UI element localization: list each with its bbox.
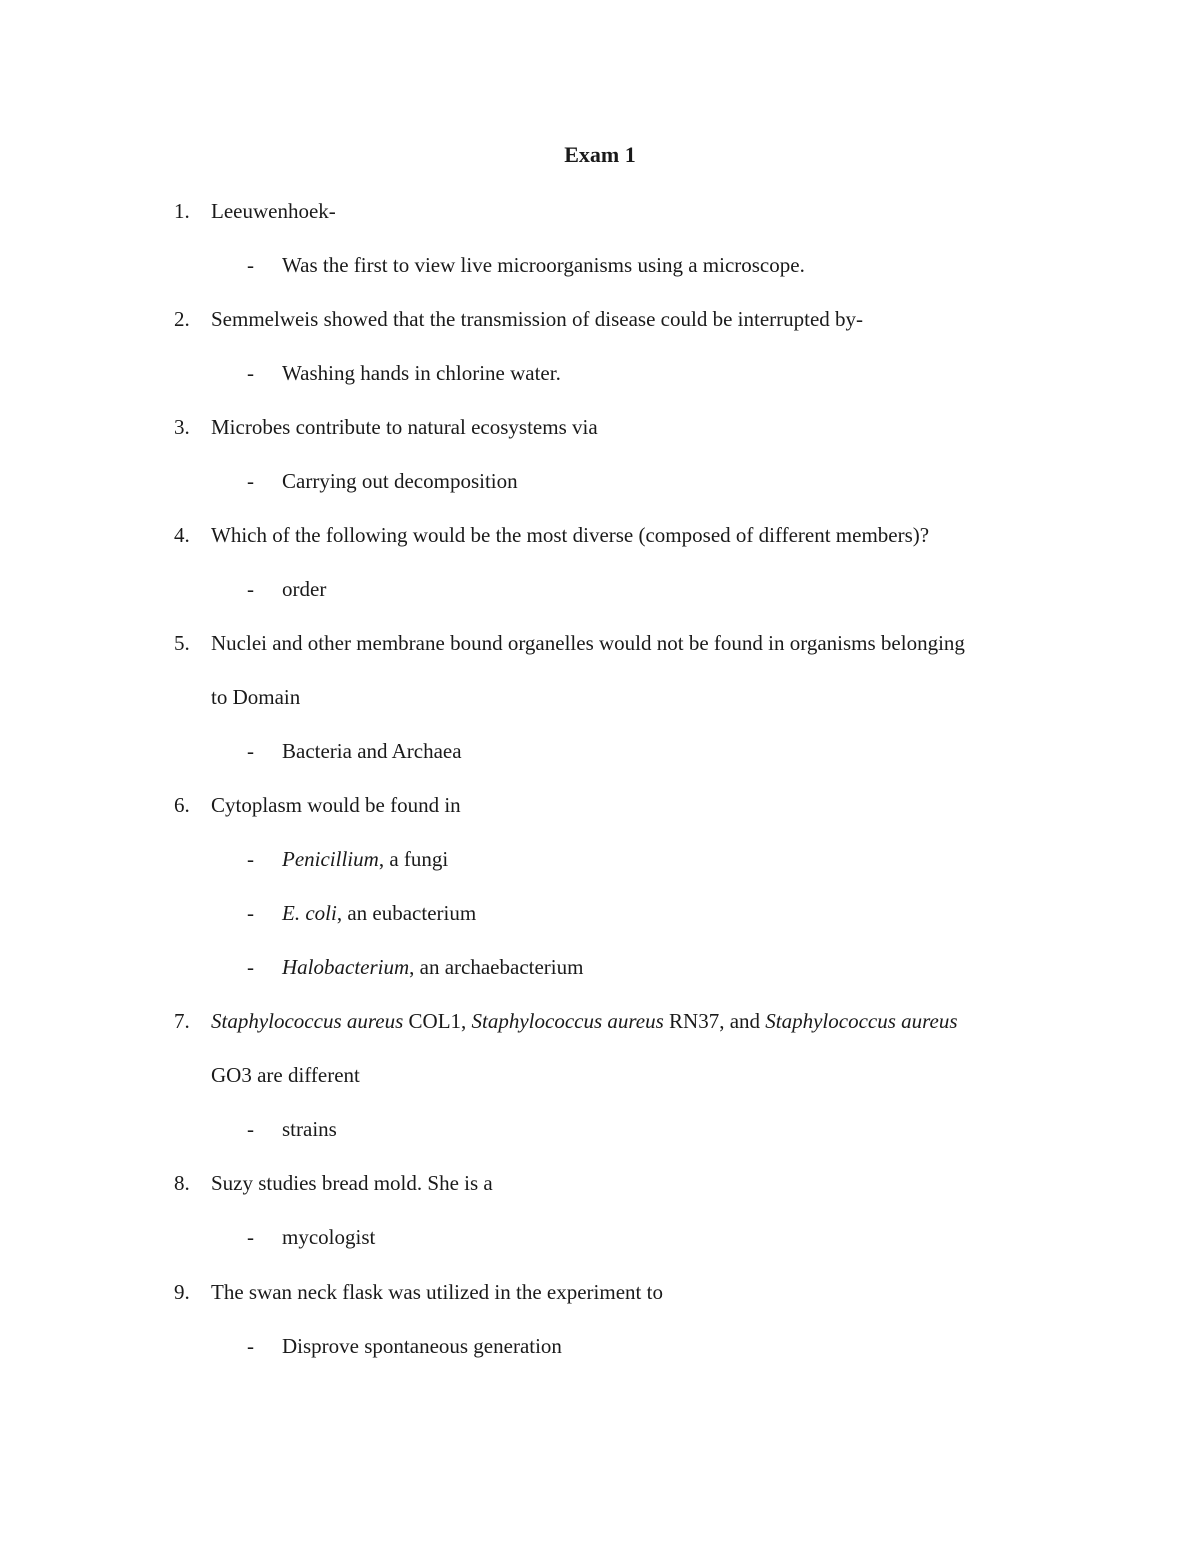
- question-number: 9.: [174, 1280, 190, 1304]
- question-text: Nuclei and other membrane bound organelles would not be found in organisms belonging: [211, 631, 965, 655]
- question-number: 3.: [174, 415, 190, 439]
- answer-text: Was the first to view live microorganisms using a microscope.: [282, 253, 805, 277]
- italic-organism: Staphylococcus aureus: [211, 1009, 404, 1033]
- italic-organism: Staphylococcus aureus: [471, 1009, 664, 1033]
- text-segment: RN37, and: [663, 1009, 766, 1033]
- question-text: GO3 are different: [211, 1063, 360, 1087]
- question-number: 6.: [174, 793, 190, 817]
- question-number: 4.: [174, 523, 190, 547]
- answer-rest: , an eubacterium: [336, 901, 477, 925]
- answer-dash: -: [247, 577, 254, 601]
- answer-dash: -: [247, 361, 254, 385]
- answer-text: strains: [282, 1117, 337, 1141]
- question-number: 7.: [174, 1009, 190, 1033]
- question-number: 1.: [174, 199, 190, 223]
- question-number: 5.: [174, 631, 190, 655]
- italic-organism: Halobacterium: [282, 955, 410, 979]
- question-text: [211, 1007, 958, 1035]
- answer-dash: -: [247, 1117, 254, 1141]
- answer-dash: -: [247, 253, 254, 277]
- answer-dash: -: [247, 469, 254, 493]
- question-text: Semmelweis showed that the transmission of disease could be interrupted by-: [211, 307, 864, 331]
- answer-rest: , a fungi: [378, 847, 449, 871]
- italic-organism: Penicillium: [282, 847, 379, 871]
- question-text: The swan neck flask was utilized in the experiment to: [211, 1280, 663, 1304]
- answer-text: [282, 953, 583, 981]
- question-text: to Domain: [211, 685, 301, 709]
- answer-text: Bacteria and Archaea: [282, 739, 462, 763]
- answer-text: Carrying out decomposition: [282, 469, 518, 493]
- italic-organism: E. coli: [282, 901, 337, 925]
- question-text: Microbes contribute to natural ecosystems via: [211, 415, 598, 439]
- question-text: Cytoplasm would be found in: [211, 793, 461, 817]
- answer-text: mycologist: [282, 1225, 376, 1249]
- question-number: 2.: [174, 307, 190, 331]
- answer-dash: -: [247, 955, 254, 979]
- text-segment: COL1,: [403, 1009, 472, 1033]
- page-title: Exam 1: [564, 142, 636, 167]
- answer-rest: , an archaebacterium: [409, 955, 584, 979]
- answer-text: order: [282, 577, 327, 601]
- answer-dash: -: [247, 1225, 254, 1249]
- question-text: Suzy studies bread mold. She is a: [211, 1171, 493, 1195]
- answer-text: Washing hands in chlorine water.: [282, 361, 561, 385]
- question-text: Which of the following would be the most diverse (composed of different members)?: [211, 523, 930, 547]
- answer-dash: -: [247, 739, 254, 763]
- answer-text: [282, 899, 476, 927]
- question-text: Leeuwenhoek-: [211, 199, 336, 223]
- answer-text: [282, 845, 448, 873]
- answer-dash: -: [247, 847, 254, 871]
- italic-organism: Staphylococcus aureus: [765, 1009, 958, 1033]
- answer-dash: -: [247, 901, 254, 925]
- answer-text: Disprove spontaneous generation: [282, 1334, 562, 1358]
- answer-dash: -: [247, 1334, 254, 1358]
- question-number: 8.: [174, 1171, 190, 1195]
